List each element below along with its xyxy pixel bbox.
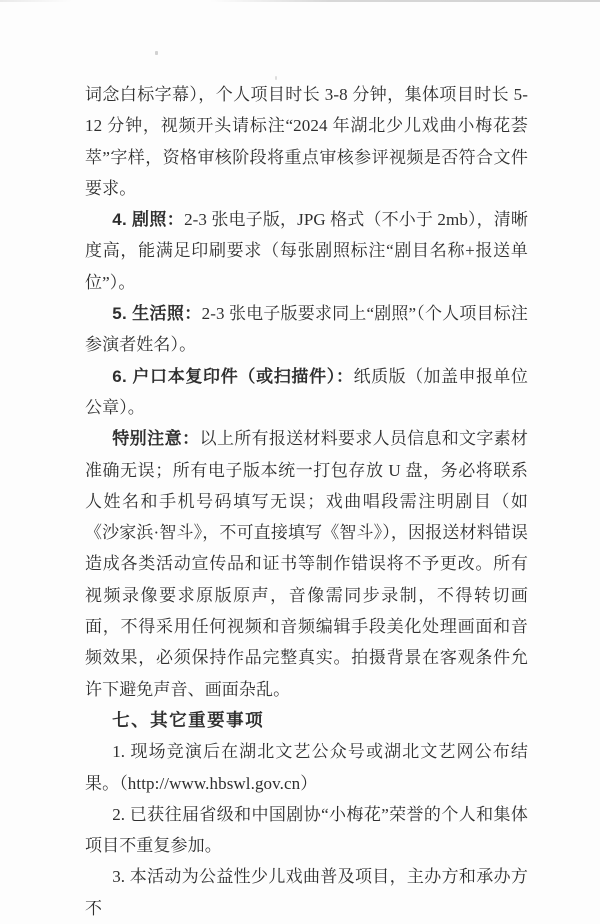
special-note-label: 特别注意： (112, 429, 200, 449)
item-6-text: 纸质版（加盖申报单位公章）。 (85, 366, 529, 417)
list-item-4-stage-photos (85, 204, 528, 298)
list-item-5-life-photos (85, 298, 528, 361)
scan-artifact (155, 51, 158, 55)
paragraph-special-note (85, 423, 528, 705)
list-item-6-household-register (85, 361, 528, 424)
paragraph-video-spec-continuation: 词念白标字幕），个人项目时长 3-8 分钟，集体项目时长 5-12 分钟，视频开头请标注“2024 年湖北少儿戏曲小梅花荟萃”字样，资格审核阶段将重点审核参评视频是否符合文件要求。 (85, 85, 528, 198)
other-matters-item-3: 3. 本活动为公益性少儿戏曲普及项目，主办方和承办方不 (85, 867, 528, 918)
item-5-label: 5. 生活照： (112, 304, 202, 324)
section-heading-other-matters: 七、其它重要事项 (112, 709, 265, 730)
other-matters-item-2: 2. 已获往届省级和中国剧协“小梅花”荣誉的个人和集体项目不重复参加。 (85, 804, 528, 856)
item-5-text: 2-3 张电子版要求同上“剧照”（个人项目标注参演者姓名）。 (85, 304, 528, 355)
item-6-label: 6. 户口本复印件（或扫描件）： (112, 366, 354, 386)
document-body (85, 79, 528, 924)
scan-edge-shadow (0, 0, 600, 2)
other-matters-item-1: 1. 现场竞演后在湖北文艺公众号或湖北文艺网公布结果。（http://www.hbswl.gov.cn） (85, 742, 528, 793)
item-4-label: 4. 剧照： (112, 210, 185, 230)
special-note-text: 以上所有报送材料要求人员信息和文字素材准确无误；所有电子版本统一打包存放 U 盘，务必将联系人姓名和手机号码填写无误；戏曲唱段需注明剧目（如《沙家浜·智斗》，不可直接填写《智斗》），因报送材料错误造成各类活动宣传品和证书等制作错误将不予更改。所有视频录像要求原版原声，音像需同步录制，不得转切画面，不得采用任何视频和音频编辑手段美化处理画面和音频效果，必须保持作品完整真实。拍摄背景在客观条件允许下避免声音、画面杂乱。 (85, 429, 529, 699)
item-4-text: 2-3 张电子版，JPG 格式（不小于 2mb），清晰度高，能满足印刷要求（每张剧照标注“剧目名称+报送单位”）。 (85, 210, 528, 292)
